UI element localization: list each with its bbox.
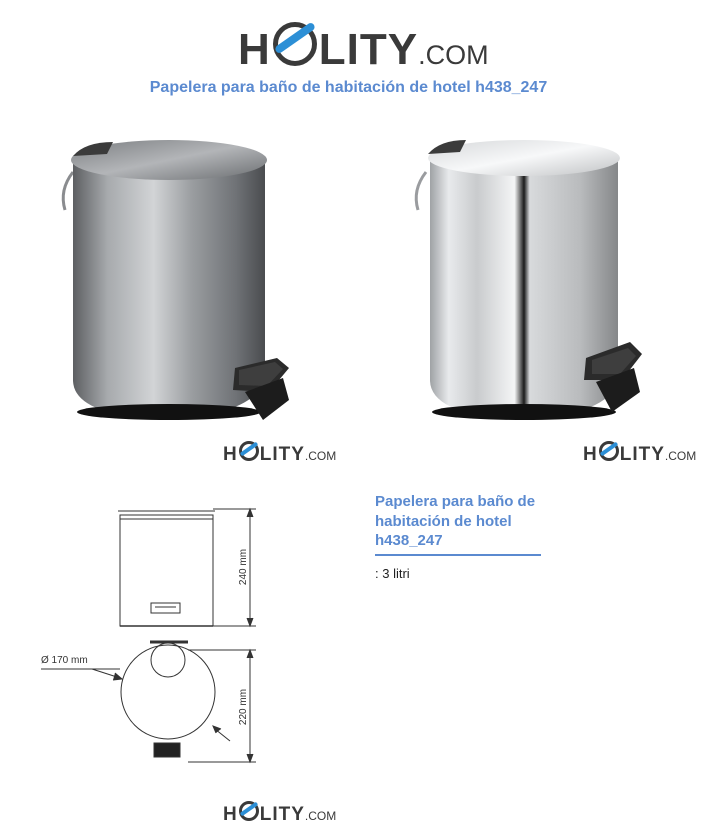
diameter-callout (41, 655, 230, 741)
logo-o-icon (239, 441, 259, 461)
top-view (121, 642, 215, 757)
logo-o-icon (273, 22, 317, 66)
logo-o-icon (599, 441, 619, 461)
logo-suffix: .COM (304, 809, 337, 823)
logo-suffix: .COM (418, 40, 489, 70)
product-image-polished (410, 130, 650, 430)
logo-letter-h: H (583, 444, 598, 465)
title-divider (375, 554, 541, 556)
technical-drawing (30, 495, 280, 775)
logo-letters: LITY (318, 25, 419, 74)
logo-letter-h: H (238, 25, 271, 74)
brand-logo-small (223, 440, 336, 465)
brand-logo-small (583, 440, 696, 465)
logo-o-icon (239, 801, 259, 821)
product-spec: : 3 litri (375, 566, 410, 581)
height-dimension (213, 509, 256, 626)
page-title: Papelera para baño de habitación de hotel h438_247 (149, 79, 548, 96)
logo-letter-h: H (223, 804, 238, 825)
logo-letter-h: H (223, 444, 238, 465)
logo-letters: LITY (259, 804, 305, 825)
front-view (118, 511, 215, 626)
logo-suffix: .COM (664, 449, 697, 463)
depth-label: 220 mm (238, 688, 249, 726)
brand-logo-small (223, 800, 336, 825)
diameter-label: Ø 170 mm (41, 655, 88, 666)
logo-suffix: .COM (304, 449, 337, 463)
product-image-brushed (55, 130, 295, 430)
product-title: Papelera para baño de habitación de hotel h438_247 (375, 493, 536, 549)
logo-letters: LITY (619, 444, 665, 465)
logo-letters: LITY (259, 444, 305, 465)
depth-dimension (188, 650, 256, 762)
height-label: 240 mm (238, 548, 249, 586)
brand-logo[interactable] (238, 20, 489, 72)
